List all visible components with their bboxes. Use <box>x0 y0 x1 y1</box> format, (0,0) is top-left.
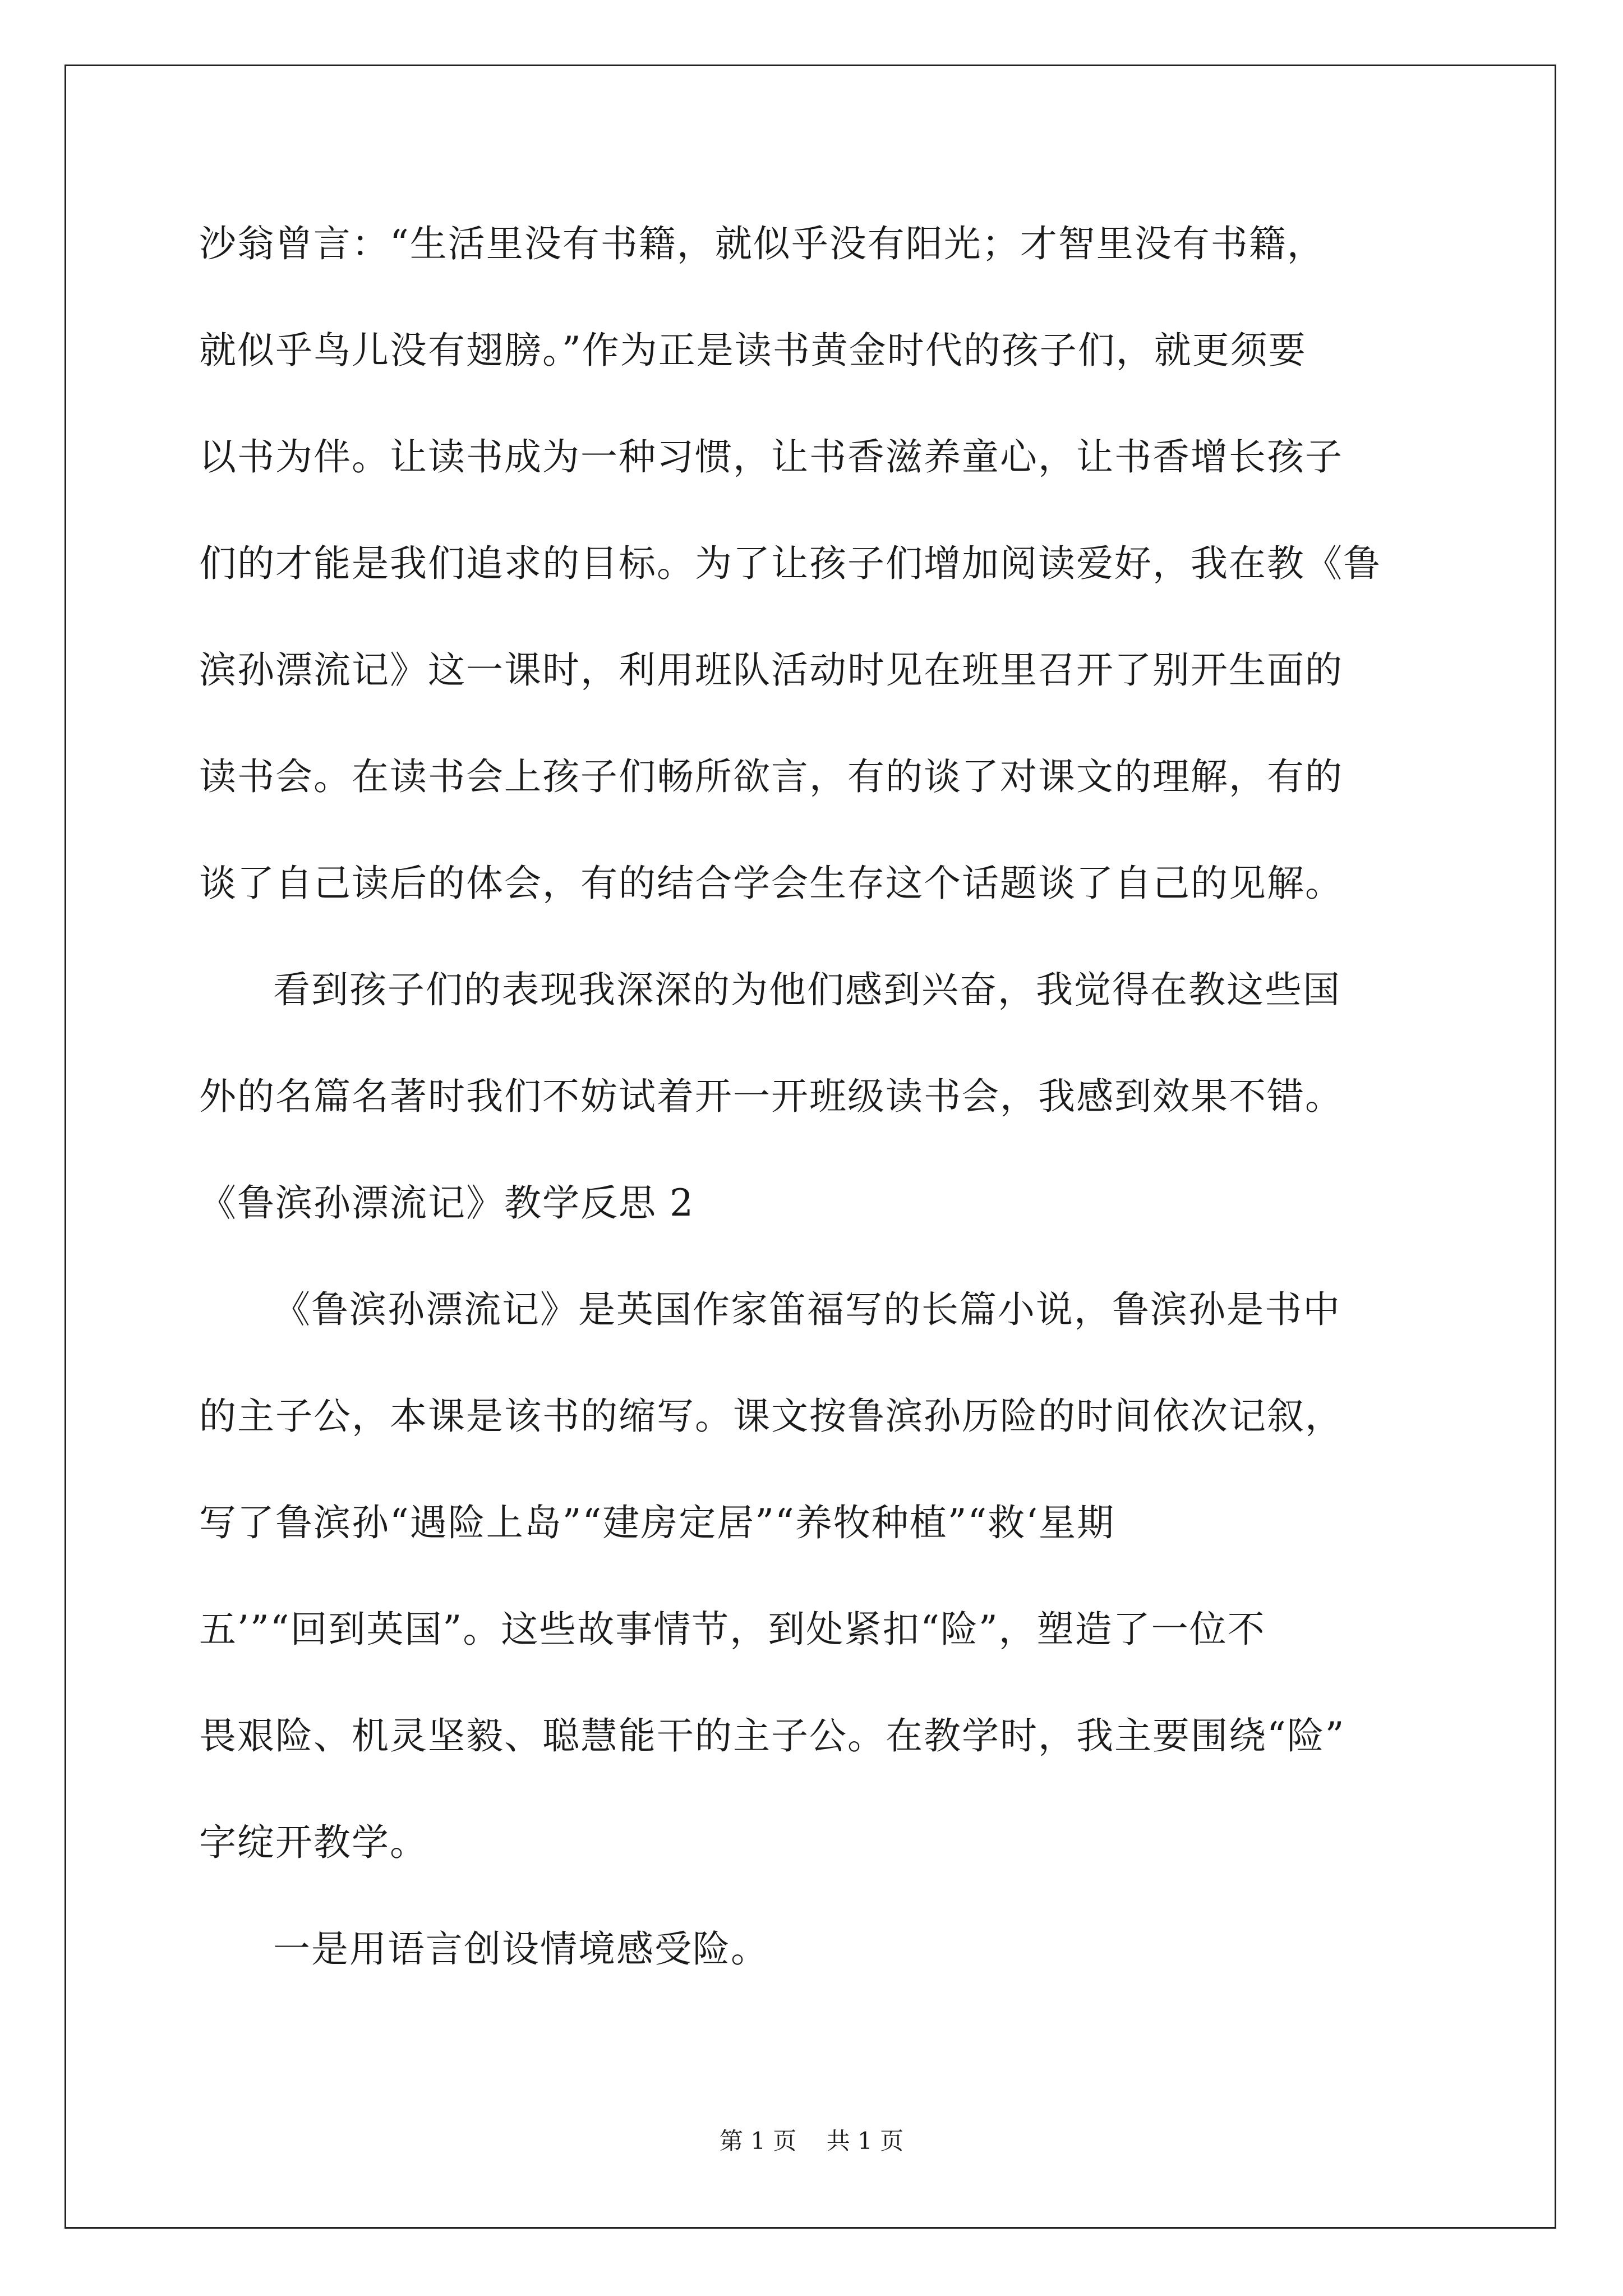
page-border <box>64 65 1556 2229</box>
text-line-11: 《鲁滨孙漂流记》是英国作家笛福写的长篇小说，鲁滨孙是书中 <box>273 1288 1341 1331</box>
text-line-14: 五’”“回到英国”。这些故事情节，到处紧扣“险”，塑造了一位不 <box>199 1608 1266 1651</box>
section-heading: 《鲁滨孙漂流记》教学反思 2 <box>199 1181 694 1225</box>
text-line-15: 畏艰险、机灵坚毅、聪慧能干的主子公。在教学时，我主要围绕“险” <box>199 1714 1345 1757</box>
text-line-17: 一是用语言创设情境感受险。 <box>273 1927 769 1971</box>
text-line-13: 写了鲁滨孙“遇险上岛”“建房定居”“养牧种植”“救‘星期 <box>199 1501 1115 1544</box>
text-line-12: 的主子公，本课是该书的缩写。课文按鲁滨孙历险的时间依次记叙， <box>199 1395 1343 1438</box>
text-line-1: 沙翁曾言：“生活里没有书籍，就似乎没有阳光；才智里没有书籍， <box>199 222 1325 265</box>
text-line-5: 滨孙漂流记》这一课时，利用班队活动时见在班里召开了别开生面的 <box>199 648 1343 692</box>
text-line-6: 读书会。在读书会上孩子们畅所欲言，有的谈了对课文的理解，有的 <box>199 755 1343 798</box>
text-line-4: 们的才能是我们追求的目标。为了让孩子们增加阅读爱好，我在教《鲁 <box>199 542 1381 585</box>
text-line-2: 就似乎鸟儿没有翅膀。”作为正是读书黄金时代的孩子们，就更须要 <box>199 329 1307 372</box>
text-line-3: 以书为伴。让读书成为一种习惯，让书香滋养童心，让书香增长孩子 <box>199 435 1343 478</box>
text-line-8: 看到孩子们的表现我深深的为他们感到兴奋，我觉得在教这些国 <box>273 968 1341 1011</box>
text-line-9: 外的名篇名著时我们不妨试着开一开班级读书会，我感到效果不错。 <box>199 1075 1343 1118</box>
text-line-7: 谈了自己读后的体会，有的结合学会生存这个话题谈了自己的见解。 <box>199 862 1343 905</box>
page-footer: 第 1 页 共 1 页 <box>719 2127 904 2155</box>
text-line-16: 字绽开教学。 <box>199 1821 428 1864</box>
